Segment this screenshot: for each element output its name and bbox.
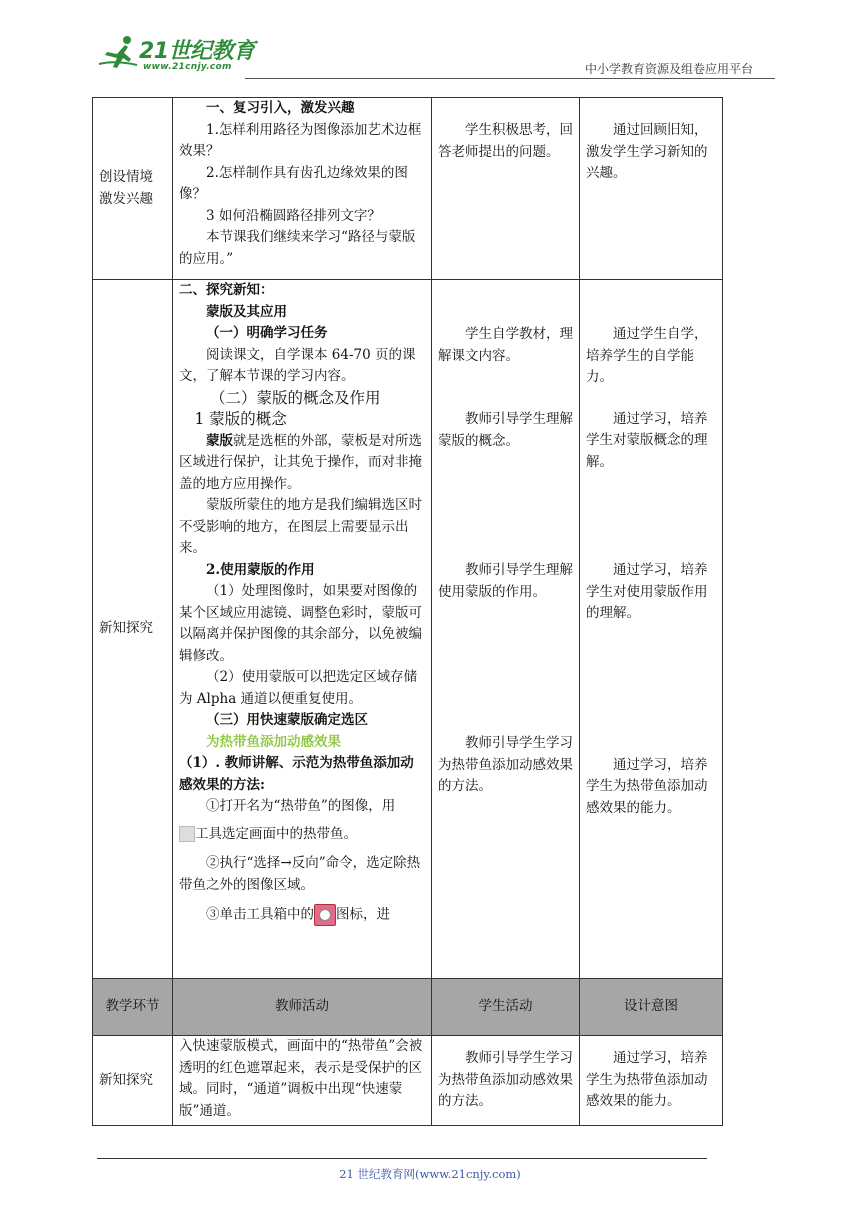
intro-text: 本节课我们继续来学习“路径与蒙版的应用。” [179,229,416,267]
quick-mask-icon [314,904,336,926]
footer-rule [97,1158,707,1159]
table-row [93,98,723,280]
keyword: 蒙版 [206,432,233,449]
step-title: （二）蒙版的概念及作用 [210,388,381,407]
intent-text: 通过学习，培养学生为热带鱼添加动感效果的能力。 [586,1050,708,1110]
intent-cell [580,98,723,280]
column-header-student: 学生活动 [432,979,580,1036]
column-header-stage: 教学环节 [93,979,173,1036]
column-header-intent: 设计意图 [580,979,723,1036]
stage-cell [93,98,173,280]
intent-text: 通过回顾旧知，激发学生学习新知的兴趣。 [586,122,708,181]
table-header-row [93,979,723,1036]
student-text: 教师引导学生学习为热带鱼添加动感效果的方法。 [438,1050,573,1110]
teacher-cell [173,280,432,979]
page-header [95,30,775,78]
stage-cell [93,1036,173,1126]
intent-text: 通过学生自学，培养学生的自学能力。 [586,326,708,385]
step-title: （1）. 教师讲解、示范为热带鱼添加动感效果的方法: [179,755,414,793]
teacher-cell [173,1036,432,1126]
stage-text: 新知探究 [99,620,153,637]
student-text: 教师引导学生学习为热带鱼添加动感效果的方法。 [438,735,573,794]
body-text: ①打开名为“热带鱼”的图像，用 [206,798,396,814]
student-cell [432,280,580,979]
stage-text: 激发兴趣 [99,190,153,207]
student-text: 教师引导学生理解使用蒙版的作用。 [438,562,573,600]
question-text: 2.怎样制作具有齿孔边缘效果的图像？ [179,164,408,202]
step-title: （三）用快速蒙版确定选区 [206,712,368,728]
step-title: 2.使用蒙版的作用 [206,561,315,578]
intent-cell [580,1036,723,1126]
student-text: 学生自学教材，理解课文内容。 [438,326,573,364]
body-text: （1）处理图像时，如果要对图像的某个区域应用滤镜、调整色彩时，蒙版可以隔离并保护图像的其余部分，以免被编辑修改。 [179,583,422,664]
stage-text: 新知探究 [99,1071,153,1088]
header-rule [245,78,775,79]
body-text: 蒙版所蒙住的地方是我们编辑选区时不受影响的地方，在图层上需要显示出来。 [179,497,422,556]
stage-text: 创设情境 [99,169,153,185]
teacher-cell [173,98,432,280]
student-text: 学生积极思考，回答老师提出的问题。 [438,122,573,160]
student-cell [432,1036,580,1126]
green-heading: 为热带鱼添加动感效果 [206,733,341,750]
table-row [93,1036,723,1126]
student-cell [432,98,580,280]
section-title: 二、探究新知： [179,282,274,298]
section-subtitle: 蒙版及其应用 [206,303,287,320]
lasso-tool-icon [179,826,195,842]
page-footer: 21 世纪教育网(www.21cnjy.com) [339,1167,521,1181]
lesson-table [92,97,723,1126]
section-title: 一、复习引入，激发兴趣 [206,100,355,116]
body-text [179,824,425,846]
question-text: 3 如何沿椭圆路径排列文字？ [206,207,381,224]
body-text: （2）使用蒙版可以把选定区域存储为 Alpha 通道以便重复使用。 [179,669,418,707]
step-title: （一）明确学习任务 [206,325,328,341]
intent-text: 通过学习，培养学生对使用蒙版作用的理解。 [586,562,708,621]
intent-cell [580,280,723,979]
body-text: 阅读课文，自学课本 64-70 页的课文，了解本节课的学习内容。 [179,346,416,384]
runner-logo-icon [97,34,139,72]
logo [95,30,265,76]
table-row [93,280,723,979]
body-text [179,904,425,926]
step-text: 工具选定画面中的热带鱼。 [195,825,357,842]
student-text: 教师引导学生理解蒙版的概念。 [438,411,573,449]
body-text: ②执行“选择→反向”命令，选定除热带鱼之外的图像区域。 [179,855,421,893]
question-text: 1.怎样利用路径为图像添加艺术边框效果？ [179,121,422,159]
intent-text: 通过学习，培养学生对蒙版概念的理解。 [586,410,708,470]
step-subtitle: 1 蒙版的概念 [194,410,287,428]
body-text [179,431,425,496]
logo-brand: 21世纪教育 [139,39,255,64]
step-text: ③单击工具箱中的 [206,906,314,923]
column-header-teacher: 教师活动 [173,979,432,1036]
logo-url: www.21cnjy.com [143,62,232,72]
stage-cell [93,280,173,979]
step-text: 图标，进 [336,906,390,923]
definition-text: 就是选框的外部，蒙板是对所选区域进行保护，让其免于操作，而对非掩盖的地方应用操作。 [179,432,422,492]
platform-name: 中小学教育资源及组卷应用平台 [584,62,753,76]
intent-text: 通过学习，培养学生为热带鱼添加动感效果的能力。 [586,756,708,816]
body-text: 入快速蒙版模式，画面中的“热带鱼”会被透明的红色遮罩起来，表示是受保护的区域。同时，“通道”调板中出现“快速蒙版”通道。 [179,1038,423,1119]
